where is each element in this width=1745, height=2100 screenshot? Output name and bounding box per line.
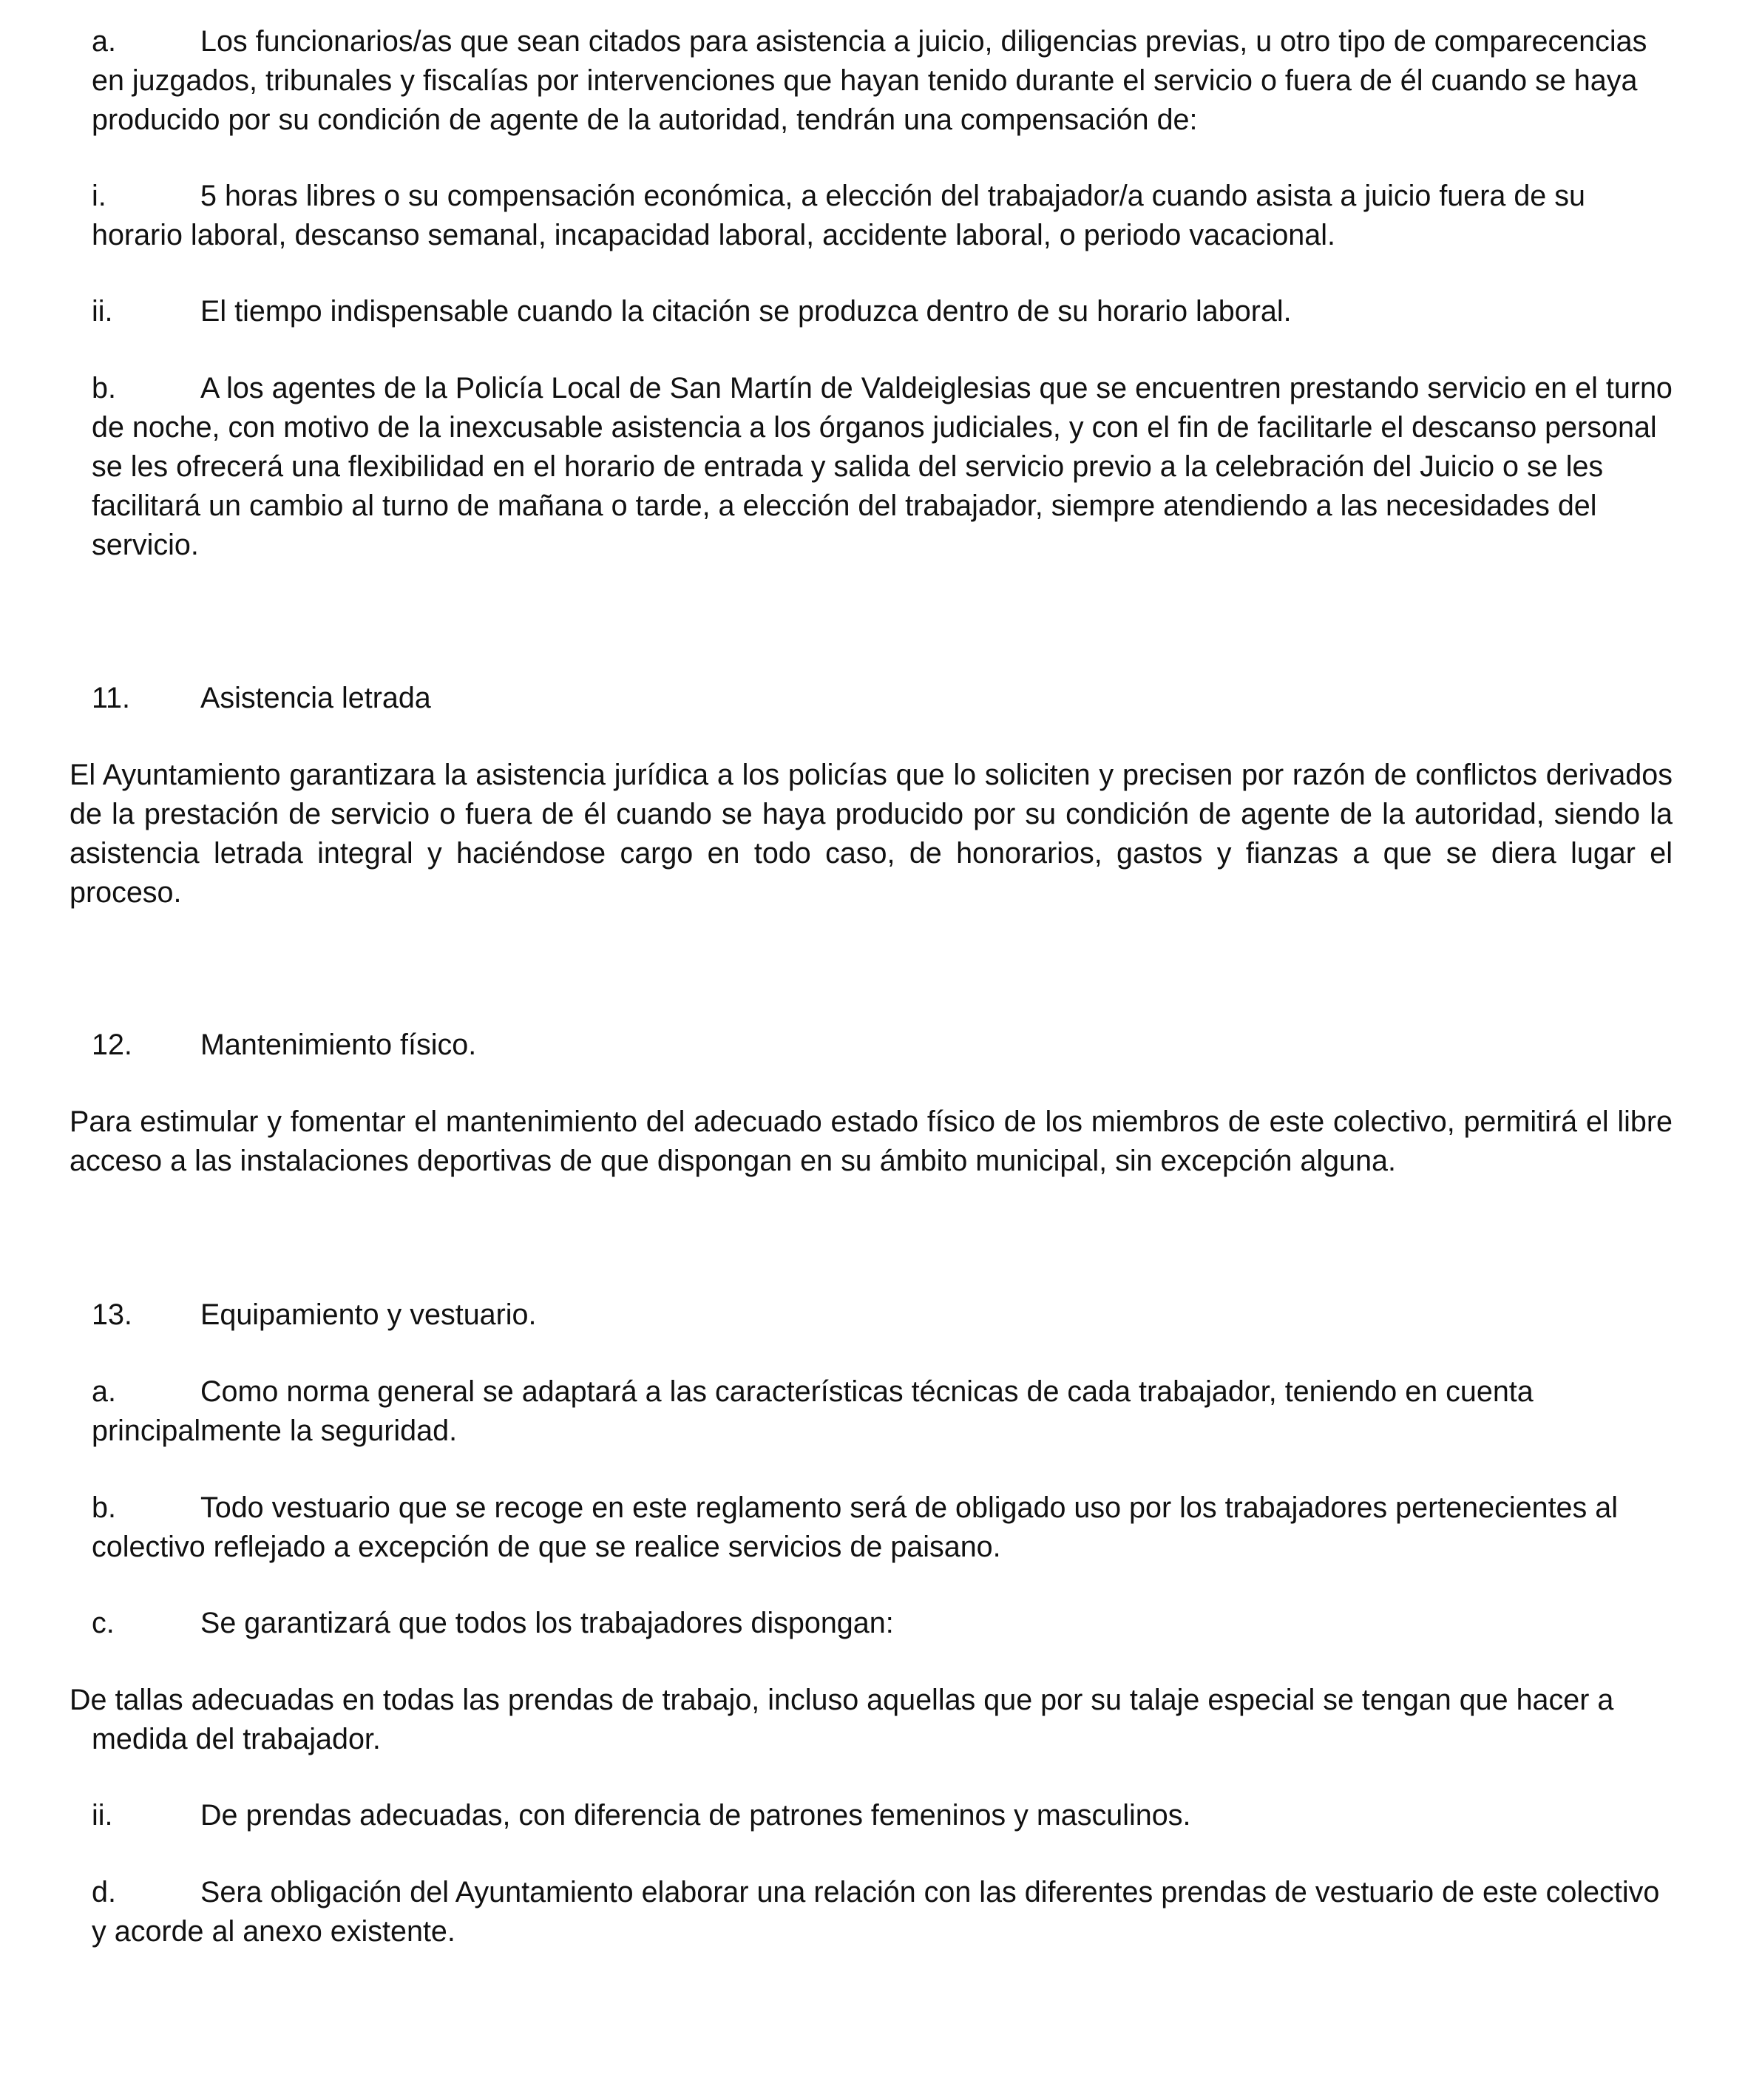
section-12-heading <box>92 1026 1678 1065</box>
list-marker: b. <box>92 372 116 404</box>
list-item-ii <box>92 292 1678 331</box>
section-number: 13. <box>92 1298 132 1331</box>
section-13-heading <box>92 1295 1678 1335</box>
tallas-paragraph: De tallas adecuadas en todas las prendas de trabajo, incluso aquellas que por su talaje especial se tengan que hacer a medida del trabajador. <box>70 1684 1614 1755</box>
list-marker: a. <box>92 25 116 58</box>
section-title: Equipamiento y vestuario. <box>200 1298 537 1331</box>
list-marker: ii. <box>92 1799 113 1832</box>
list-item-text: Se garantizará que todos los trabajadores dispongan: <box>200 1607 894 1639</box>
list-item-13ii <box>92 1796 1678 1835</box>
section-number: 12. <box>92 1029 132 1061</box>
list-item-13b <box>92 1488 1678 1567</box>
list-item-text: De prendas adecuadas, con diferencia de patrones femeninos y masculinos. <box>200 1799 1191 1832</box>
list-item-text: El tiempo indispensable cuando la citación se produzca dentro de su horario laboral. <box>200 295 1292 328</box>
list-marker: a. <box>92 1375 116 1408</box>
list-marker: ii. <box>92 295 113 328</box>
list-item-i <box>92 177 1678 255</box>
section-number: 11. <box>92 682 130 714</box>
list-item-text: Los funcionarios/as que sean citados para asistencia a juicio, diligencias previas, u otro tipo de comparecencias en juzgados, tribunales y fiscalías por intervenciones que hayan tenido durante el servicio o fuera de él cuando se haya producido por su condición de agente de la autoridad, tendrán una compensación de: <box>92 25 1647 136</box>
list-item-13d <box>92 1873 1678 1951</box>
section-11-heading <box>92 679 1678 718</box>
list-item-text: Todo vestuario que se recoge en este reglamento será de obligado uso por los trabajadores pertenecientes al colectivo reflejado a excepción de que se realice servicios de paisano. <box>92 1491 1618 1563</box>
list-item-b <box>92 369 1678 565</box>
list-item-text: Como norma general se adaptará a las características técnicas de cada trabajador, teniendo en cuenta principalmente la seguridad. <box>92 1375 1534 1447</box>
list-item-13c <box>92 1604 1678 1643</box>
section-12-body: Para estimular y fomentar el mantenimiento del adecuado estado físico de los miembros de este colectivo, permitirá el libre acceso a las instalaciones deportivas de que dispongan en su ámbito municipal, sin excepción alguna. <box>70 1105 1673 1177</box>
list-marker: i. <box>92 180 106 212</box>
list-marker: c. <box>92 1607 115 1639</box>
list-item-13a <box>92 1372 1678 1451</box>
section-11-body: El Ayuntamiento garantizara la asistencia jurídica a los policías que lo soliciten y precisen por razón de conflictos derivados de la prestación de servicio o fuera de él cuando se haya producido por su condición de agente de la autoridad, siendo la asistencia letrada integral y haciéndose cargo en todo caso, de honorarios, gastos y fianzas a que se diera lugar el proceso. <box>70 759 1673 909</box>
list-item-text: Sera obligación del Ayuntamiento elaborar una relación con las diferentes prendas de vestuario de este colectivo y acorde al anexo existente. <box>92 1876 1660 1948</box>
section-title: Asistencia letrada <box>200 682 431 714</box>
list-item-text: A los agentes de la Policía Local de San Martín de Valdeiglesias que se encuentren prestando servicio en el turno de noche, con motivo de la inexcusable asistencia a los órganos judiciales, y con el fin de facilitarle el descanso personal se les ofrecerá una flexibilidad en el horario de entrada y salida del servicio previo a la celebración del Juicio o se les facilitará un cambio al turno de mañana o tarde, a elección del trabajador, siempre atendiendo a las necesidades del servicio. <box>92 372 1673 561</box>
list-item-a <box>92 22 1678 140</box>
section-title: Mantenimiento físico. <box>200 1029 477 1061</box>
list-marker: b. <box>92 1491 116 1524</box>
list-item-text: 5 horas libres o su compensación económica, a elección del trabajador/a cuando asista a juicio fuera de su horario laboral, descanso semanal, incapacidad laboral, accidente laboral, o periodo vacacional. <box>92 180 1585 251</box>
list-marker: d. <box>92 1876 116 1908</box>
